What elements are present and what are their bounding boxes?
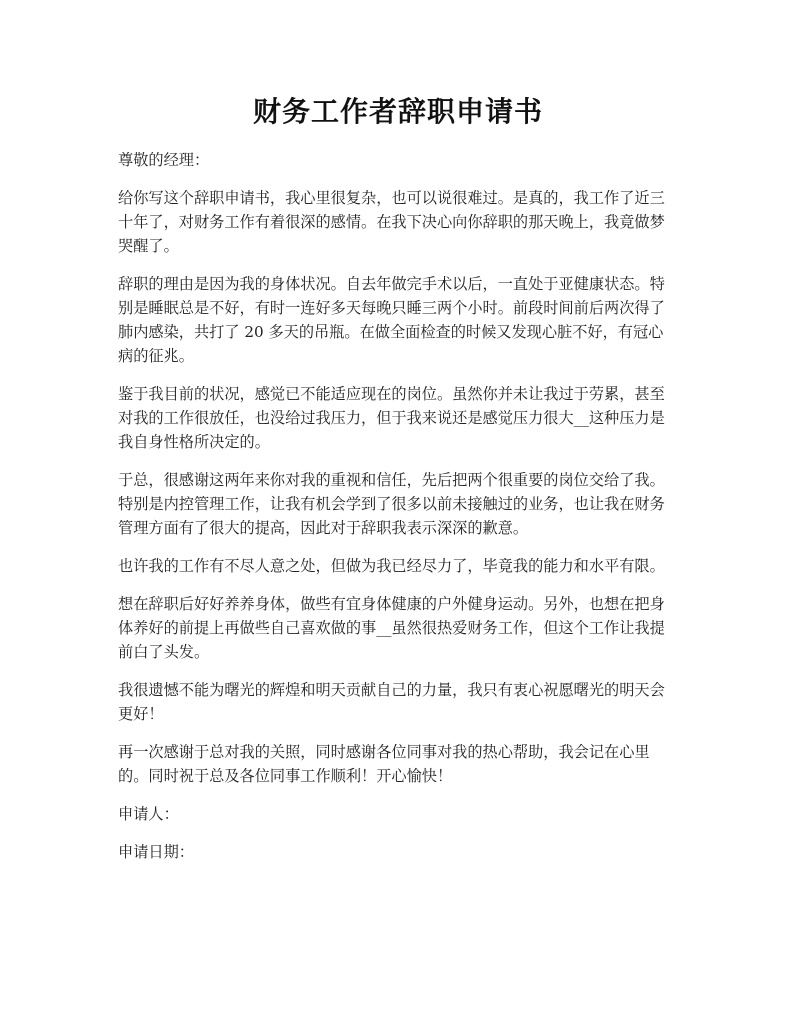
date-label: 申请日期： (118, 843, 194, 861)
salutation: 尊敬的经理： (118, 151, 210, 169)
applicant-label: 申请人： (118, 805, 179, 823)
document-body (118, 148, 684, 878)
paragraph-apology: 也许我的工作有不尽人意之处，但做为我已经尽力了，毕竟我的能力和水平有限。 (118, 557, 665, 575)
paragraph-wishes: 我很遗憾不能为曙光的辉煌和明天贡献自己的力量，我只有衷心祝愿曙光的明天会 更好！ (118, 681, 665, 723)
paragraph-opening: 给你写这个辞职申请书，我心里很复杂，也可以说很难过。是真的，我工作了近三 十年了，对财务工作有着很深的感情。在我下决心向你辞职的那天晚上，我竟做梦 哭醒了。 (118, 189, 665, 255)
paragraph-reason: 辞职的理由是因为我的身体状况。自去年做完手术以后，一直处于亚健康状态。特 别是睡眠总是不好，有时一连好多天每晚只睡三两个小时。前段时间前后两次得了 肺内感染，共打了 20 多天的吊瓶。在做全面检查的时候又发现心脏不好，有冠心 病的征兆。 (118, 275, 665, 365)
paragraph-closing: 再一次感谢于总对我的关照，同时感谢各位同事对我的热心帮助，我会记在心里 的。同时祝于总及各位同事工作顺利！开心愉快！ (118, 743, 650, 785)
document-title: 财务工作者辞职申请书 (252, 95, 543, 128)
paragraph-situation: 鉴于我目前的状况，感觉已不能适应现在的岗位。虽然你并未让我过于劳累，甚至 对我的工作很放任，也没给过我压力，但于我来说还是感觉压力很大__这种压力是 我自身性格所决定的。 (118, 385, 665, 451)
paragraph-plans: 想在辞职后好好养养身体，做些有宜身体健康的户外健身运动。另外，也想在把身 体养好的前提上再做些自己喜欢做的事__虽然很热爱财务工作，但这个工作让我提 前白了头发。 (118, 595, 665, 661)
paragraph-thanks: 于总，很感谢这两年来你对我的重视和信任，先后把两个很重要的岗位交给了我。 特别是内控管理工作，让我有机会学到了很多以前未接触过的业务，也让我在财务 管理方面有了很大的提高，因此对于辞职我表示深深的歉意。 (118, 471, 665, 537)
